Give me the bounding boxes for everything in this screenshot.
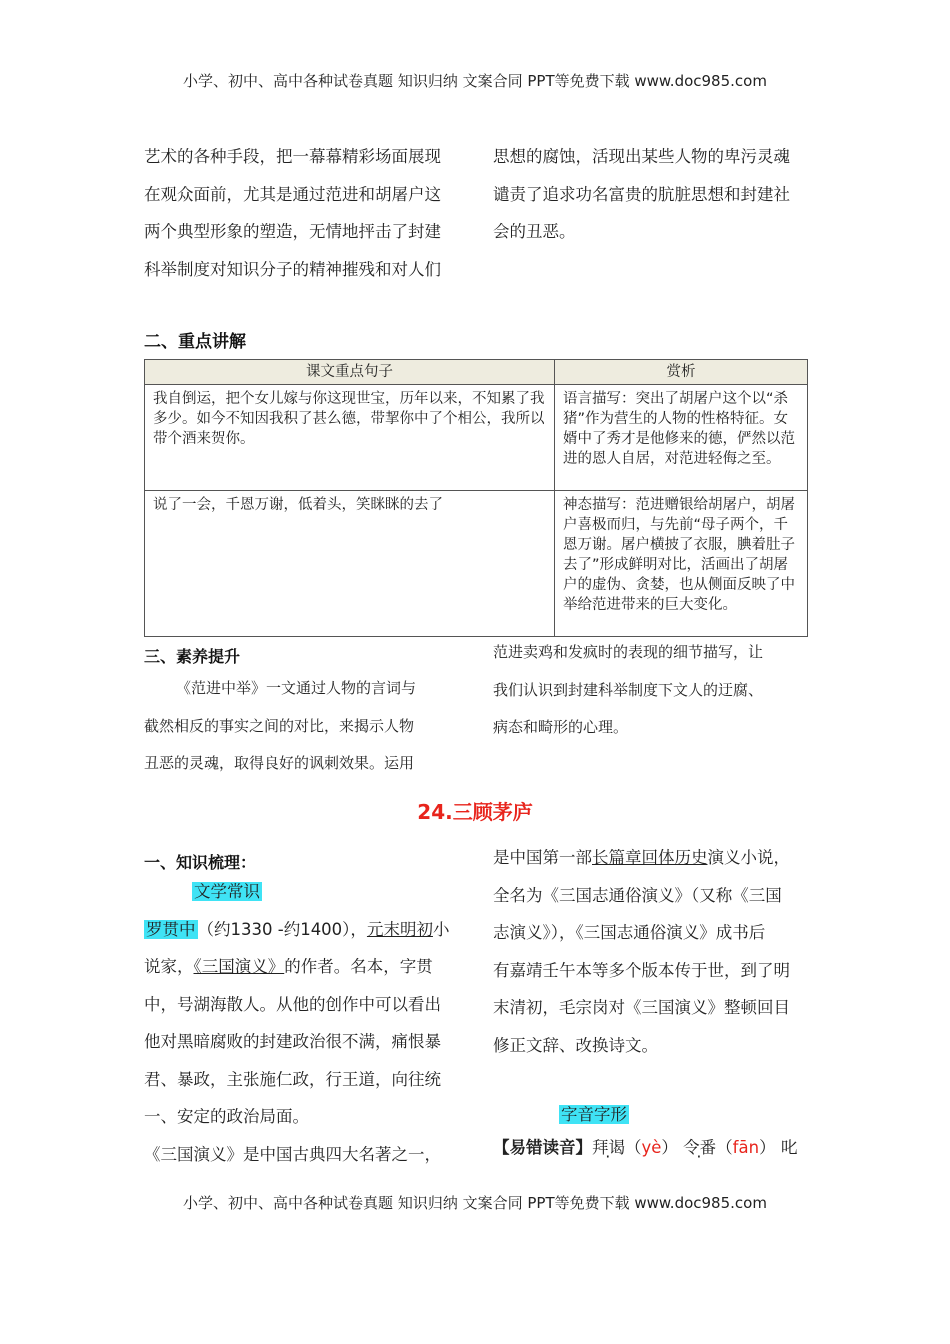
text-fragment: 说家，	[144, 957, 194, 976]
pinyin: yè	[641, 1138, 662, 1157]
text-line: 全名为《三国志通俗演义》（又称《三国	[493, 885, 782, 905]
literature-tag: 文学常识	[194, 882, 260, 901]
text-line: 我们认识到封建科举制度下文人的迂腐、	[493, 680, 764, 699]
analysis-cell: 语言描写：突出了胡屠户这个以“杀猪”作为营生的人物的性格特征。女婿中了秀才是他修来的德，俨然以范进的恩人自居，对范进轻侮之至。	[555, 385, 808, 491]
word: 叱	[780, 1138, 798, 1157]
section-heading-literacy: 三、素养提升	[144, 647, 241, 666]
text-line: 他对黑暗腐败的封建政治很不满，痛恨暴	[144, 1032, 441, 1051]
column-header: 课文重点句子	[145, 360, 555, 385]
author-years: （约1330 -约1400），	[197, 919, 367, 939]
key-sentence-table	[144, 359, 808, 637]
lesson-title: 24.三顾茅庐	[417, 800, 533, 824]
text-line: 君、暴政，主张施仁政，行王道，向往统	[144, 1069, 441, 1089]
text-line: 《范进中举》一文通过人物的言词与	[176, 679, 417, 697]
table-header-row	[145, 360, 808, 385]
text-fragment: 的作者。名本，字贯	[284, 957, 433, 976]
literacy-right-column	[493, 634, 813, 747]
text-line: 修正文辞、改换诗文。	[493, 1035, 658, 1055]
text-line: 谴责了追求功名富贵的肮脏思想和封建社	[493, 184, 790, 204]
text-line: 艺术的各种手段，把一幕幕精彩场面展现	[144, 147, 441, 166]
column-header: 赏析	[555, 360, 808, 385]
text-line: 末清初，毛宗岗对《三国演义》整顿回目	[493, 998, 790, 1017]
page-footer: 小学、初中、高中各种试卷真题 知识归纳 文案合同 PPT等免费下载 www.doc985.com	[183, 1194, 767, 1212]
text-line: 《三国演义》是中国古典四大名著之一，	[144, 1144, 441, 1164]
text-line: 在观众面前，尤其是通过范进和胡屠户这	[144, 184, 441, 204]
pinyin: fān	[732, 1138, 760, 1157]
text-fragment: 是中国第一部	[493, 848, 592, 867]
page-header: 小学、初中、高中各种试卷真题 知识归纳 文案合同 PPT等免费下载 www.doc985.com	[183, 72, 767, 90]
sentence-cell: 说了一会，千恩万谢，低着头，笑眯眯的去了	[145, 491, 555, 637]
pronunciation-line: 【易错读音】拜谒（yè） 令番（fān） 叱	[493, 1138, 798, 1157]
text-line: 志演义》），《三国志通俗演义》成书后	[493, 923, 766, 942]
text-fragment: 演义小说，	[707, 848, 790, 867]
analysis-cell: 神态描写：范进赠银给胡屠户，胡屠户喜极而归，与先前“母子两个，千恩万谢。屠户横披了衣服，腆着肚子去了”形成鲜明对比，活画出了胡屠户的虚伪、贪婪，也从侧面反映了中举给范进带来的巨大变化。	[555, 491, 808, 637]
pronunciation-tag-wrap	[559, 1096, 629, 1134]
text-fragment: 小	[432, 919, 450, 939]
pronunciation-label: 【易错读音】	[493, 1138, 592, 1157]
text-line: 科举制度对知识分子的精神摧残和对人们	[144, 259, 441, 279]
text-line: 丑恶的灵魂，取得良好的讽刺效果。运用	[144, 754, 415, 772]
intro-left-column	[144, 138, 464, 288]
text-line: 一、安定的政治局面。	[144, 1107, 309, 1126]
genre: 长篇章回体历史	[592, 848, 708, 867]
text-line: 病态和畸形的心理。	[493, 718, 629, 736]
book-title: 《三国演义》	[193, 957, 285, 976]
author-line	[144, 911, 474, 949]
sentence-cell: 我自倒运，把个女儿嫁与你这现世宝，历年以来，不知累了我多少。如今不知因我积了甚么德，带挈你中了个相公，我所以带个酒来贺你。	[145, 385, 555, 491]
lesson-right-column	[493, 839, 823, 1064]
dynasty: 元末明初	[366, 919, 433, 939]
text-line: 有嘉靖壬午本等多个版本传于世，到了明	[493, 960, 790, 980]
text-line: 截然相反的事实之间的对比，来揭示人物	[144, 716, 415, 735]
text-line	[144, 948, 474, 986]
text-line: 范进卖鸡和发疯时的表现的细节描写，让	[493, 643, 764, 661]
intro-right-column	[493, 138, 813, 251]
literacy-left-column	[144, 670, 474, 783]
table-row	[145, 385, 808, 491]
pronunciation-tag: 字音字形	[561, 1105, 627, 1124]
text-line: 中，号湖海散人。从他的创作中可以看出	[144, 994, 441, 1014]
text-line: 两个典型形象的塑造，无情地抨击了封建	[144, 222, 441, 241]
text-line: 思想的腐蚀，活现出某些人物的卑污灵魂	[493, 147, 790, 166]
word: 令番	[683, 1138, 717, 1157]
section-heading-key-points: 二、重点讲解	[144, 332, 246, 352]
lesson-left-column	[144, 873, 474, 1173]
text-line: 会的丑恶。	[493, 222, 576, 241]
section-heading-knowledge: 一、知识梳理：	[144, 853, 257, 872]
table-row	[145, 491, 808, 637]
word: 拜谒	[592, 1138, 625, 1157]
text-line	[493, 839, 823, 877]
author-name: 罗贯中	[146, 919, 196, 939]
